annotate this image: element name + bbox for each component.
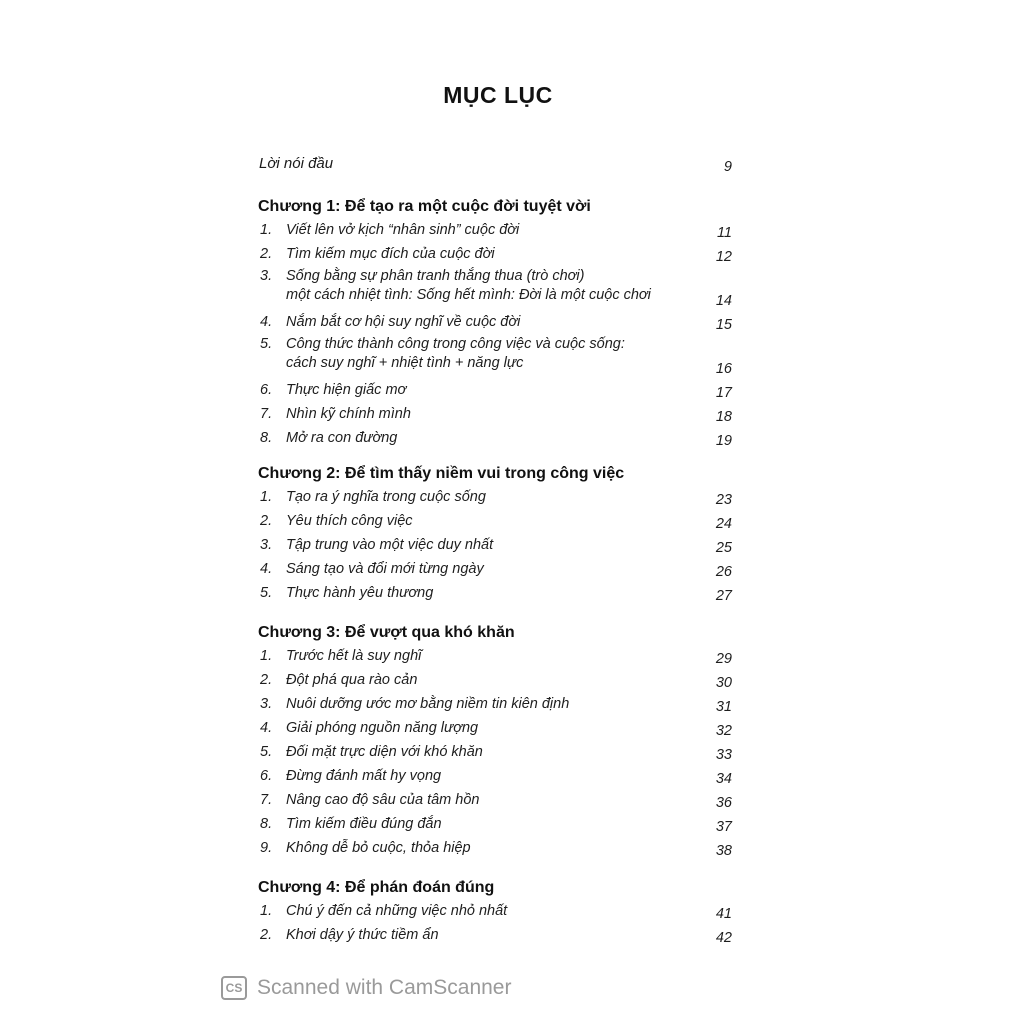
- toc-entry: [258, 219, 732, 243]
- entry-page: 37: [715, 819, 732, 835]
- toc-entry: [258, 534, 732, 558]
- chapter-1: [258, 195, 732, 451]
- entry-number: 1.: [260, 648, 273, 664]
- toc-entry: [258, 335, 732, 379]
- entry-number: 2.: [260, 672, 273, 688]
- toc-entry: [258, 582, 732, 606]
- entry-page: 19: [715, 433, 732, 449]
- entry-text: Tìm kiếm mục đích của cuộc đời: [286, 246, 495, 262]
- toc-entry: [258, 813, 732, 837]
- entry-number: 5.: [260, 744, 273, 760]
- entry-page: 14: [715, 293, 732, 309]
- toc-intro-entry: [259, 155, 732, 179]
- entry-text: Tạo ra ý nghĩa trong cuộc sống: [286, 489, 486, 505]
- entry-page: 11: [716, 225, 732, 241]
- toc-entry: [258, 765, 732, 789]
- entry-number: 3.: [260, 537, 273, 553]
- entry-page: 12: [715, 249, 732, 265]
- entry-number: 1.: [260, 903, 273, 919]
- entry-text: Sáng tạo và đổi mới từng ngày: [286, 561, 484, 577]
- entry-text: [286, 335, 686, 373]
- entry-text: Nuôi dưỡng ước mơ bằng niềm tin kiên định: [286, 696, 570, 712]
- entry-text: Khơi dậy ý thức tiềm ẩn: [286, 927, 439, 943]
- toc-entry: [258, 900, 732, 924]
- entry-number: 5.: [260, 585, 273, 601]
- camscanner-logo-icon: CS: [221, 976, 247, 1000]
- toc-entry: [258, 645, 732, 669]
- entry-number: 1.: [260, 489, 273, 505]
- entry-number: 2.: [260, 927, 273, 943]
- toc-entry: [258, 789, 732, 813]
- toc-entry: [258, 311, 732, 335]
- chapter-3: [258, 621, 732, 861]
- entry-text: Chú ý đến cả những việc nhỏ nhất: [286, 903, 508, 919]
- entry-page: 34: [715, 771, 732, 787]
- entry-number: 6.: [260, 382, 273, 398]
- entry-number: 8.: [260, 816, 273, 832]
- entry-text-line: cách suy nghĩ + nhiệt tình + năng lực: [286, 355, 524, 371]
- toc-entry: [258, 558, 732, 582]
- entry-number: 7.: [260, 792, 273, 808]
- chapter-4: [258, 876, 732, 948]
- entry-text: Yêu thích công việc: [286, 513, 413, 529]
- toc-entry: [258, 243, 732, 267]
- entry-number: 2.: [260, 513, 273, 529]
- entry-text: Viết lên vở kịch “nhân sinh” cuộc đời: [286, 222, 520, 238]
- entry-text: Mở ra con đường: [286, 430, 398, 446]
- entry-page: 24: [715, 516, 732, 532]
- entry-page: 18: [715, 409, 732, 425]
- entry-number: 4.: [260, 561, 273, 577]
- entry-text: Đối mặt trực diện với khó khăn: [286, 744, 483, 760]
- toc-entry: [258, 403, 732, 427]
- toc-entry: [258, 741, 732, 765]
- toc-entry: [258, 717, 732, 741]
- entry-page: 38: [715, 843, 732, 859]
- entry-page: 32: [715, 723, 732, 739]
- toc-entry: [258, 837, 732, 861]
- entry-text: Nâng cao độ sâu của tâm hồn: [286, 792, 480, 808]
- toc-entry: [258, 510, 732, 534]
- entry-text: Đừng đánh mất hy vọng: [286, 768, 442, 784]
- entry-page: 17: [715, 385, 732, 401]
- entry-page: 27: [715, 588, 732, 604]
- entry-text: Đột phá qua rào cản: [286, 672, 418, 688]
- toc-intro-label: Lời nói đầu: [259, 155, 334, 172]
- entry-number: 4.: [260, 720, 273, 736]
- entry-text: Nhìn kỹ chính mình: [286, 406, 411, 422]
- entry-text: Trước hết là suy nghĩ: [286, 648, 422, 664]
- entry-page: 25: [715, 540, 732, 556]
- entry-number: 1.: [260, 222, 273, 238]
- entry-text: Thực hiện giấc mơ: [286, 382, 407, 398]
- entry-text: Thực hành yêu thương: [286, 585, 434, 601]
- entry-page: 23: [715, 492, 732, 508]
- toc-entry: [258, 486, 732, 510]
- entry-page: 41: [715, 906, 732, 922]
- toc-entry: [258, 267, 732, 311]
- chapter-title: Chương 3: Để vượt qua khó khăn: [258, 624, 515, 641]
- entry-page: 26: [715, 564, 732, 580]
- entry-number: 2.: [260, 246, 273, 262]
- toc-entry: [258, 669, 732, 693]
- entry-number: 8.: [260, 430, 273, 446]
- entry-page: 33: [715, 747, 732, 763]
- entry-page: 16: [715, 361, 732, 377]
- chapter-title: Chương 2: Để tìm thấy niềm vui trong công việc: [258, 465, 625, 482]
- entry-page: 42: [715, 930, 732, 946]
- entry-text: Giải phóng nguồn năng lượng: [286, 720, 479, 736]
- entry-number: 9.: [260, 840, 273, 856]
- entry-text: [286, 267, 686, 305]
- page-title: MỤC LỤC: [443, 82, 553, 108]
- toc-entry: [258, 924, 732, 948]
- chapter-title: Chương 1: Để tạo ra một cuộc đời tuyệt vời: [258, 198, 591, 215]
- entry-number: 5.: [260, 336, 273, 352]
- toc-entry: [258, 693, 732, 717]
- entry-text-line: một cách nhiệt tình: Sống hết mình: Đời là một cuộc chơi: [286, 287, 651, 303]
- camscanner-watermark: [221, 973, 511, 1003]
- entry-page: 31: [715, 699, 732, 715]
- entry-text: Không dễ bỏ cuộc, thỏa hiệp: [286, 840, 471, 856]
- entry-text-line: Sống bằng sự phân tranh thắng thua (trò chơi): [286, 268, 585, 284]
- entry-number: 4.: [260, 314, 273, 330]
- entry-text: Tìm kiếm điều đúng đắn: [286, 816, 442, 832]
- entry-number: 3.: [260, 696, 273, 712]
- entry-text: Tập trung vào một việc duy nhất: [286, 537, 494, 553]
- entry-page: 15: [715, 317, 732, 333]
- watermark-text: Scanned with CamScanner: [257, 976, 512, 999]
- toc-intro-page: 9: [723, 159, 732, 175]
- entry-text-line: Công thức thành công trong công việc và cuộc sống:: [286, 336, 625, 352]
- entry-number: 7.: [260, 406, 273, 422]
- toc-entry: [258, 427, 732, 451]
- entry-number: 6.: [260, 768, 273, 784]
- toc-entry: [258, 379, 732, 403]
- entry-number: 3.: [260, 268, 273, 284]
- entry-page: 30: [715, 675, 732, 691]
- chapter-2: [258, 462, 732, 606]
- entry-page: 36: [715, 795, 732, 811]
- entry-page: 29: [715, 651, 732, 667]
- entry-text: Nắm bắt cơ hội suy nghĩ về cuộc đời: [286, 314, 521, 330]
- chapter-title: Chương 4: Để phán đoán đúng: [258, 879, 495, 896]
